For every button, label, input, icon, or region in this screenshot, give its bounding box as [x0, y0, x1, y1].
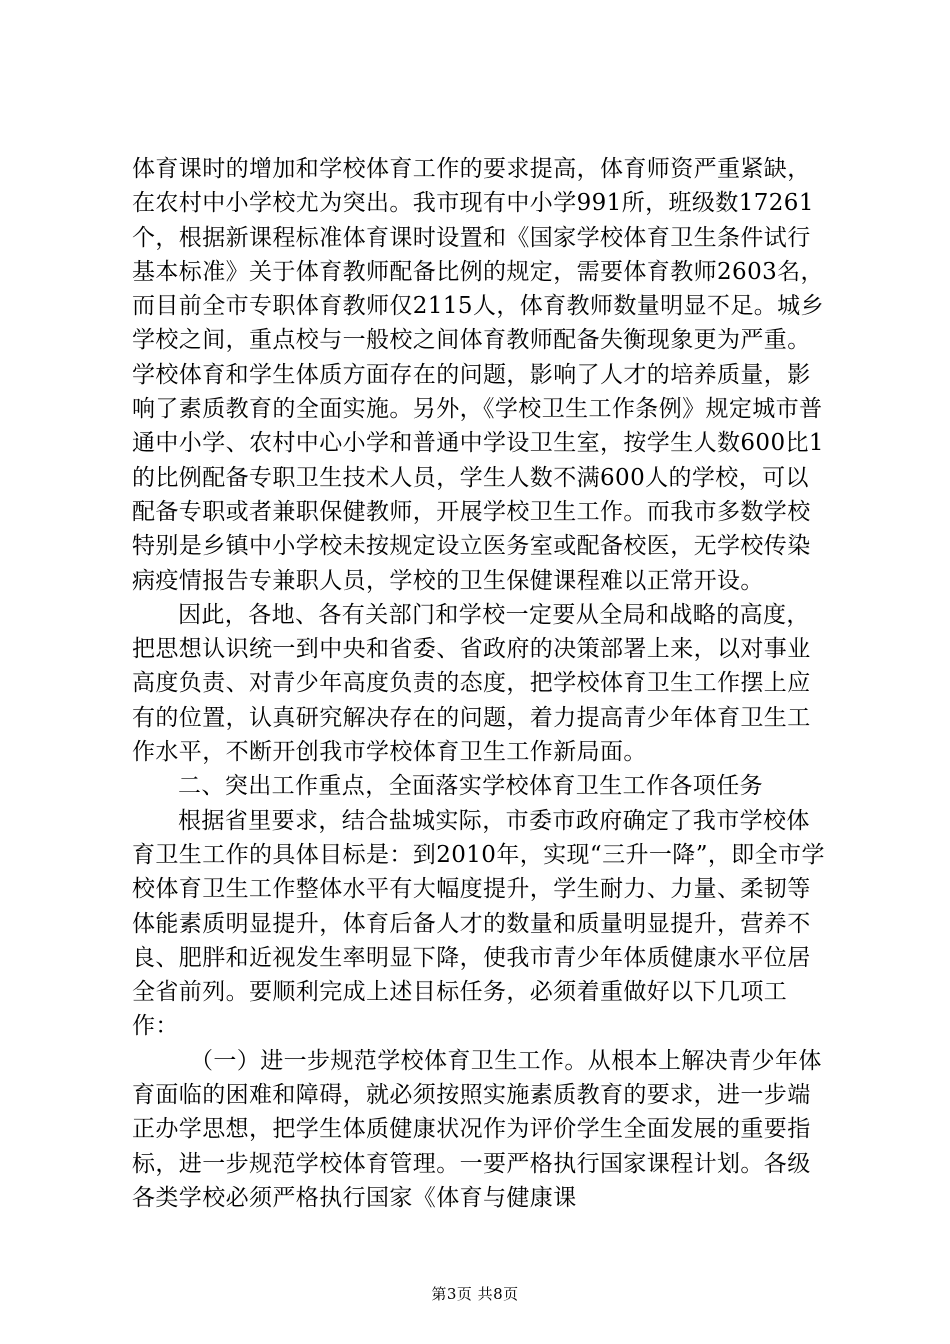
paragraph-continued: 体育课时的增加和学校体育工作的要求提高，体育师资严重紧缺，在农村中小学校尤为突出。我市现有中小学991所，班级数17261个，根据新课程标准体育课时设置和《国家学校体育卫生条件试行基本标准》关于体育教师配备比例的规定，需要体育教师2603名，而目前全市专职体育教师仅2115人，体育教师数量明显不足。城乡学校之间，重点校与一般校之间体育教师配备失衡现象更为严重。学校体育和学生体质方面存在的问题，影响了人才的培养质量，影响了素质教育的全面实施。另外，《学校卫生工作条例》规定城市普通中小学、农村中心小学和普通中学设卫生室，按学生人数600比1的比例配备专职卫生技术人员，学生人数不满600人的学校，可以配备专职或者兼职保健教师，开展学校卫生工作。而我市多数学校特别是乡镇中小学校未按规定设立医务室或配备校医，无学校传染病疫情报告专兼职人员，学校的卫生保健课程难以正常开设。 — [132, 156, 824, 594]
section-heading-2: 二、突出工作重点，全面落实学校体育卫生工作各项任务 — [178, 773, 763, 800]
document-body — [132, 152, 832, 1215]
paragraph-therefore: 因此，各地、各有关部门和学校一定要从全局和战略的高度，把思想认识统一到中央和省委、省政府的决策部署上来，以对事业高度负责、对青少年高度负责的态度，把学校体育卫生工作摆上应有的位置，认真研究解决存在的问题，着力提高青少年体育卫生工作水平，不断开创我市学校体育卫生工作新局面。 — [132, 601, 811, 766]
page-footer: 第3页 共8页 — [431, 1285, 519, 1303]
paragraph-goals: 根据省里要求，结合盐城实际，市委市政府确定了我市学校体育卫生工作的具体目标是：到2010年，实现“三升一降”，即全市学校体育卫生工作整体水平有大幅度提升，学生耐力、力量、柔韧等体能素质明显提升，体育后备人才的数量和质量明显提升，营养不良、肥胖和近视发生率明显下降，使我市青少年体质健康水平位居全省前列。要顺利完成上述目标任务，必须着重做好以下几项工作： — [132, 807, 825, 1040]
paragraph-item-1: （一）进一步规范学校体育卫生工作。从根本上解决青少年体育面临的困难和障碍，就必须按照实施素质教育的要求，进一步端正办学思想，把学生体质健康状况作为评价学生全面发展的重要指标，进一步规范学校体育管理。一要严格执行国家课程计划。各级各类学校必须严格执行国家《体育与健康课 — [132, 1047, 822, 1211]
